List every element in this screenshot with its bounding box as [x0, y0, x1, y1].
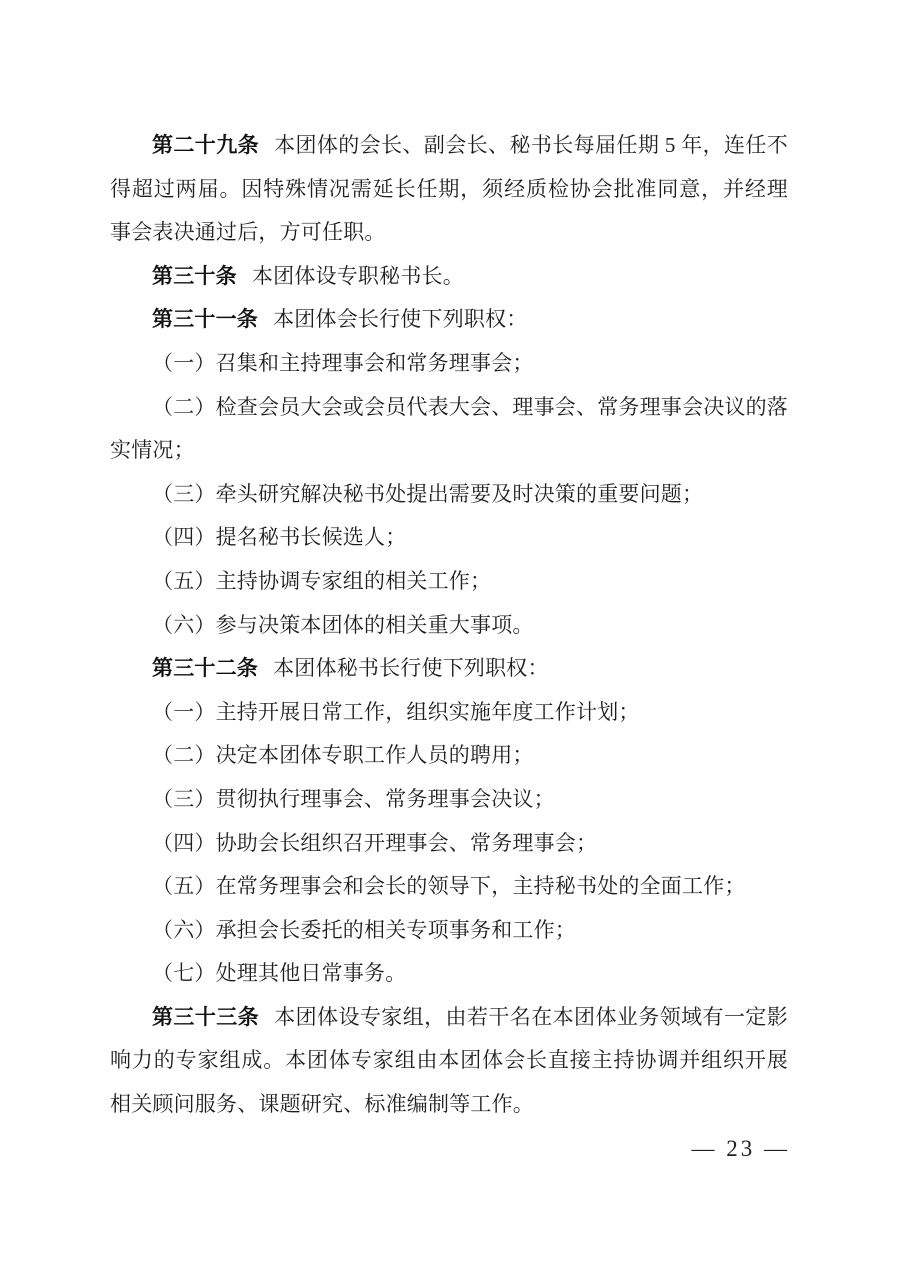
- article-number: 第二十九条: [152, 133, 259, 157]
- list-item-paragraph: [110, 865, 788, 909]
- list-item-text: （五）主持协调专家组的相关工作；: [152, 568, 492, 593]
- list-item-paragraph: [110, 734, 788, 778]
- list-item-paragraph: [110, 822, 788, 866]
- list-item-text: （七）处理其他日常事务。: [152, 961, 407, 986]
- list-item-text: （六）承担会长委托的相关专项事务和工作；: [152, 917, 576, 942]
- list-item-text: （二）决定本团体专职工作人员的聘用；: [152, 743, 534, 768]
- page-number: — 23 —: [691, 1136, 790, 1161]
- list-item-paragraph: [110, 778, 788, 822]
- article-text: 本团体设专职秘书长。: [251, 263, 464, 288]
- article-paragraph: [110, 298, 788, 342]
- list-item-paragraph: [110, 560, 788, 604]
- list-item-text: （四）协助会长组织召开理事会、常务理事会；: [152, 830, 598, 855]
- article-paragraph: [110, 255, 788, 299]
- list-item-paragraph: [110, 691, 788, 735]
- list-item-text: （三）牵头研究解决秘书处提出需要及时决策的重要问题；: [152, 481, 704, 506]
- list-item-paragraph: [110, 952, 788, 996]
- article-paragraph: [110, 124, 788, 255]
- list-item-text: （四）提名秘书长候选人；: [152, 525, 407, 550]
- article-text: 本团体会长行使下列职权：: [273, 307, 528, 332]
- article-paragraph: [110, 647, 788, 691]
- list-item-text: （二）检查会员大会或会员代表大会、理事会、常务理事会决议的落实情况；: [110, 394, 788, 463]
- list-item-paragraph: [110, 473, 788, 517]
- list-item-text: （六）参与决策本团体的相关重大事项。: [152, 612, 534, 637]
- article-text: 本团体的会长、副会长、秘书长每届任期 5 年，连任不得超过两届。因特殊情况需延长任期，须经质检协会批准同意，并经理事会表决通过后，方可任职。: [110, 133, 788, 245]
- article-paragraph: [110, 996, 788, 1127]
- list-item-paragraph: [110, 386, 788, 473]
- list-item-text: （三）贯彻执行理事会、常务理事会决议；: [152, 786, 555, 811]
- article-number: 第三十一条: [152, 307, 258, 332]
- list-item-text: （一）主持开展日常工作，组织实施年度工作计划；: [152, 699, 640, 724]
- article-text: 本团体秘书长行使下列职权：: [273, 656, 549, 681]
- list-item-paragraph: [110, 604, 788, 648]
- list-item-paragraph: [110, 909, 788, 953]
- article-number: 第三十条: [152, 263, 237, 288]
- article-number: 第三十二条: [152, 656, 258, 681]
- list-item-text: （五）在常务理事会和会长的领导下，主持秘书处的全面工作；: [152, 874, 746, 899]
- list-item-text: （一）召集和主持理事会和常务理事会；: [152, 350, 534, 375]
- list-item-paragraph: [110, 342, 788, 386]
- article-text: 本团体设专家组，由若干名在本团体业务领域有一定影响力的专家组成。本团体专家组由本团体会长直接主持协调并组织开展相关顾问服务、课题研究、标准编制等工作。: [110, 1004, 788, 1117]
- document-body: [110, 124, 788, 1127]
- article-number: 第三十三条: [152, 1004, 260, 1029]
- list-item-paragraph: [110, 516, 788, 560]
